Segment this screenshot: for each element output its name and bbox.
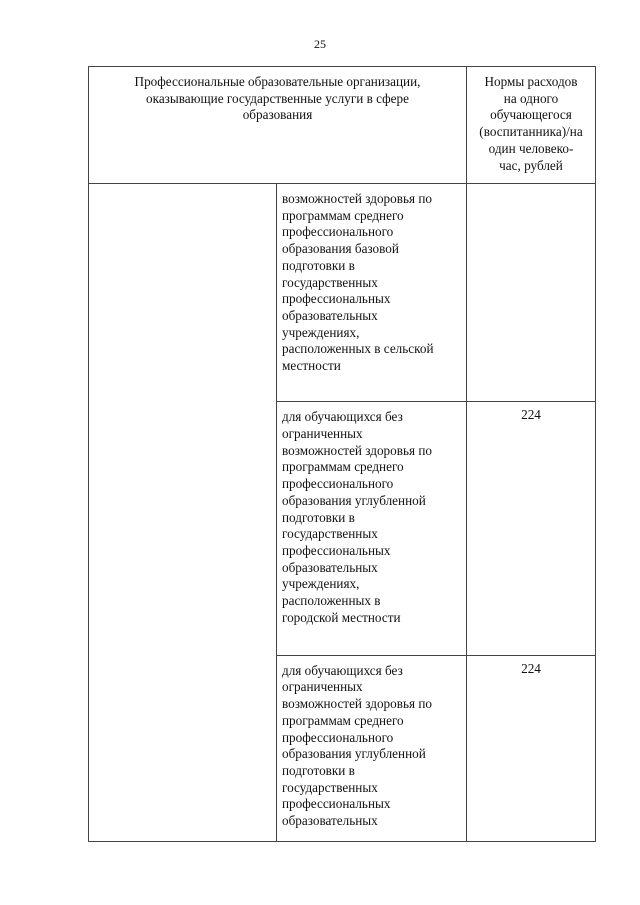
row-description — [277, 655, 467, 841]
row-description-line: образования базовой — [282, 241, 399, 257]
header-norms-line: один человеко- — [488, 140, 574, 156]
row-description-line: возможностей здоровья по — [282, 191, 432, 206]
row-description-line: образовательных — [282, 559, 378, 575]
row-description-line: государственных — [282, 526, 378, 542]
row-description-line: подготовки в — [282, 257, 355, 273]
row-description-line: возможностей здоровья по — [282, 442, 432, 458]
header-norms — [467, 67, 596, 184]
row-description-line: расположенных в сельской — [282, 341, 434, 357]
organization-cell — [89, 184, 277, 842]
header-organizations-line: оказывающие государственные услуги в сфере — [146, 90, 409, 106]
row-description-line: государственных — [282, 274, 378, 290]
row-description-line: ограниченных — [282, 679, 363, 695]
header-norms-line: час, рублей — [499, 157, 563, 173]
row-description-line: подготовки в — [282, 509, 355, 525]
row-description-line: городской местности — [282, 609, 401, 625]
page-number: 25 — [314, 37, 326, 51]
row-description-line: для обучающихся без — [282, 662, 403, 678]
row-description-line: государственных — [282, 779, 378, 795]
table-header-row — [89, 67, 596, 184]
row-description-line: программам среднего — [282, 207, 404, 223]
row-description-line: учреждениях, — [282, 576, 360, 592]
header-organizations-line: Профессиональные образовательные организации, — [134, 74, 421, 89]
row-value — [467, 184, 596, 402]
header-norms-line: на одного — [503, 90, 559, 106]
header-organizations — [89, 67, 467, 184]
row-description-line: профессионального — [282, 224, 394, 240]
header-norms-line: обучающегося — [490, 107, 572, 123]
row-description-line: образования углубленной — [282, 746, 426, 762]
header-norms-line: Нормы расходов — [484, 74, 578, 89]
row-description-line: профессионального — [282, 729, 394, 745]
row-description-line: учреждениях, — [282, 324, 360, 340]
row-description-line: программам среднего — [282, 712, 404, 728]
row-description-line: профессиональных — [282, 796, 391, 812]
row-description-line: подготовки в — [282, 762, 355, 778]
row-description — [277, 184, 467, 402]
row-description-line: программам среднего — [282, 459, 404, 475]
row-description-line: возможностей здоровья по — [282, 696, 432, 712]
row-description-line: образования углубленной — [282, 492, 426, 508]
row-description-line: местности — [282, 358, 341, 374]
row-description-line: образовательных — [282, 813, 378, 829]
header-norms-line: (воспитанника)/на — [479, 124, 583, 140]
row-description-line: для обучающихся без — [282, 409, 403, 425]
row-description-line: ограниченных — [282, 426, 363, 442]
row-value: 224 — [467, 402, 596, 655]
row-description-line: профессиональных — [282, 542, 391, 558]
table-row — [89, 184, 596, 402]
row-description-line: профессиональных — [282, 291, 391, 307]
row-description-line: образовательных — [282, 307, 378, 323]
row-value: 224 — [467, 655, 596, 841]
row-description — [277, 402, 467, 655]
expense-norms-table — [88, 66, 596, 842]
row-description-line: расположенных в — [282, 593, 381, 609]
header-organizations-line: образования — [242, 107, 313, 123]
row-description-line: профессионального — [282, 476, 394, 492]
